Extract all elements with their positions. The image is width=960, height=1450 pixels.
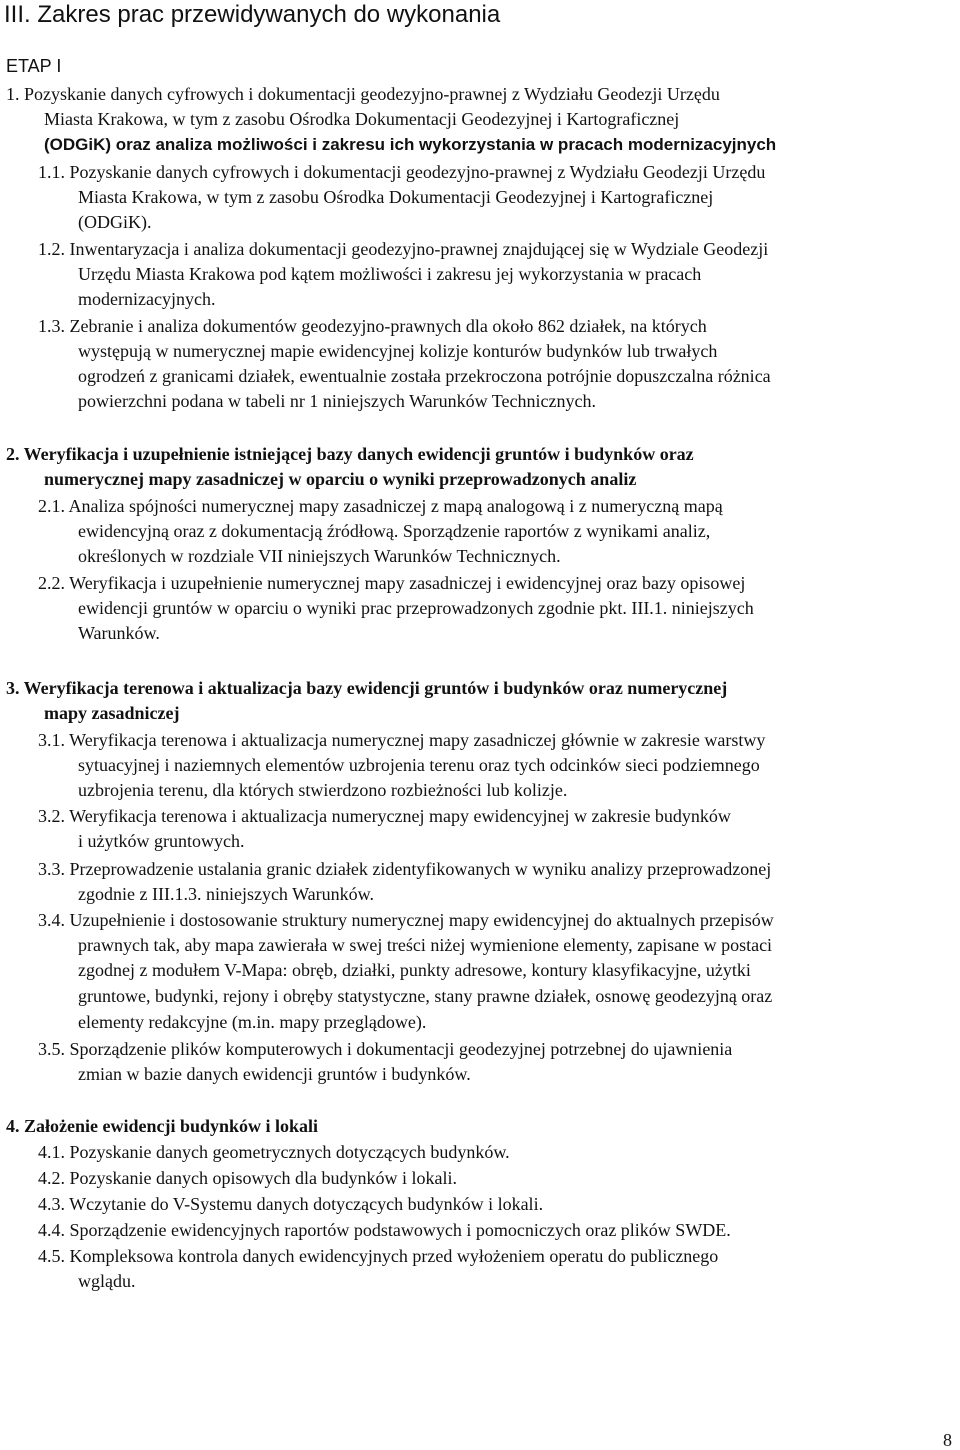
item-1-2-line-2: Urzędu Miasta Krakowa pod kątem możliwości i zakresu jej wykorzystania w pracach	[78, 264, 702, 284]
item-2-1-line-1: 2.1. Analiza spójności numerycznej mapy zasadniczej z mapą analogową i z numeryczną mapą	[38, 496, 723, 516]
item-3-4-line-5: elementy redakcyjne (m.in. mapy przeglądowe).	[78, 1012, 427, 1032]
item-3-1-line-2: sytuacyjnej i naziemnych elementów uzbrojenia terenu oraz tych odcinków sieci podziemnego	[78, 755, 760, 775]
item-1-3-line-1: 1.3. Zebranie i analiza dokumentów geodezyjno-prawnych dla około 862 działek, na których	[38, 316, 707, 336]
item-2-2-line-1: 2.2. Weryfikacja i uzupełnienie numerycznej mapy zasadniczej i ewidencyjnej oraz bazy opisowej	[38, 573, 746, 593]
heading-1-line-1: 1. Pozyskanie danych cyfrowych i dokumentacji geodezyjno-prawnej z Wydziału Geodezji Urzędu	[6, 84, 720, 104]
item-1-3-line-2: występują w numerycznej mapie ewidencyjnej kolizje konturów budynków lub trwałych	[78, 341, 718, 361]
item-3-4-line-3: zgodnej z modułem V-Mapa: obręb, działki, punkty adresowe, kontury klasyfikacyjne, użytki	[78, 960, 751, 980]
item-1-2-line-1: 1.2. Inwentaryzacja i analiza dokumentacji geodezyjno-prawnej znajdującej się w Wydziale Geodezji	[38, 239, 769, 259]
item-3-4-line-2: prawnych tak, aby mapa zawierała w swej treści niżej wymienione elementy, zapisane w postaci	[78, 935, 773, 955]
page-number: 8	[943, 1430, 952, 1450]
item-3-4-line-1: 3.4. Uzupełnienie i dostosowanie struktury numerycznej mapy ewidencyjnej do aktualnych przepisów	[38, 910, 774, 930]
heading-2-line-1: 2. Weryfikacja i uzupełnienie istniejącej bazy danych ewidencji gruntów i budynków oraz	[6, 444, 694, 464]
heading-1-line-3: (ODGiK) oraz analiza możliwości i zakresu ich wykorzystania w pracach modernizacyjnych	[44, 135, 777, 154]
heading-4: 4. Założenie ewidencji budynków i lokali	[6, 1116, 319, 1136]
heading-3-line-2: mapy zasadniczej	[44, 703, 180, 723]
item-1-1-line-2: Miasta Krakowa, w tym z zasobu Ośrodka Dokumentacji Geodezyjnej i Kartograficznej	[78, 187, 714, 207]
item-3-1-line-1: 3.1. Weryfikacja terenowa i aktualizacja numerycznej mapy zasadniczej głównie w zakresie warstwy	[38, 730, 766, 750]
item-4-4: 4.4. Sporządzenie ewidencyjnych raportów podstawowych i pomocniczych oraz plików SWDE.	[38, 1220, 731, 1240]
heading-1-line-2: Miasta Krakowa, w tym z zasobu Ośrodka Dokumentacji Geodezyjnej i Kartograficznej	[44, 109, 680, 129]
item-3-3-line-2: zgodnie z III.1.3. niniejszych Warunków.	[78, 884, 374, 904]
item-1-1-line-3: (ODGiK).	[78, 212, 152, 232]
item-3-5-line-1: 3.5. Sporządzenie plików komputerowych i dokumentacji geodezyjnej potrzebnej do ujawnienia	[38, 1039, 733, 1059]
item-2-2-line-3: Warunków.	[78, 623, 160, 643]
item-1-3-line-3: ogrodzeń z granicami działek, ewentualnie została przekroczona potrójnie dopuszczalna różnica	[78, 366, 771, 386]
item-4-1: 4.1. Pozyskanie danych geometrycznych dotyczących budynków.	[38, 1142, 510, 1162]
item-4-5-line-1: 4.5. Kompleksowa kontrola danych ewidencyjnych przed wyłożeniem operatu do publicznego	[38, 1246, 719, 1266]
item-4-2: 4.2. Pozyskanie danych opisowych dla budynków i lokali.	[38, 1168, 457, 1188]
item-3-3-line-1: 3.3. Przeprowadzenie ustalania granic działek zidentyfikowanych w wyniku analizy przeprowadzonej	[38, 859, 772, 879]
item-4-3: 4.3. Wczytanie do V-Systemu danych dotyczących budynków i lokali.	[38, 1194, 544, 1214]
item-1-3-line-4: powierzchni podana w tabeli nr 1 niniejszych Warunków Technicznych.	[78, 391, 596, 411]
item-1-1-line-1: 1.1. Pozyskanie danych cyfrowych i dokumentacji geodezyjno-prawnej z Wydziału Geodezji Urzędu	[38, 162, 766, 182]
item-2-1-line-2: ewidencyjną oraz z dokumentacją źródłową. Sporządzenie raportów z wynikami analiz,	[78, 521, 711, 541]
item-3-2-line-1: 3.2. Weryfikacja terenowa i aktualizacja numerycznej mapy ewidencyjnej w zakresie budynków	[38, 806, 731, 826]
section-title: III. Zakres prac przewidywanych do wykonania	[4, 1, 501, 28]
item-4-5-line-2: wglądu.	[78, 1271, 136, 1291]
item-1-2-line-3: modernizacyjnych.	[78, 289, 216, 309]
stage-label: ETAP I	[6, 56, 62, 76]
item-3-1-line-3: uzbrojenia terenu, dla których stwierdzono rozbieżności lub kolizje.	[78, 780, 568, 800]
item-2-1-line-3: określonych w rozdziale VII niniejszych Warunków Technicznych.	[78, 546, 561, 566]
item-2-2-line-2: ewidencji gruntów w oparciu o wyniki prac przeprowadzonych zgodnie pkt. III.1. niniejszych	[78, 598, 754, 618]
item-3-5-line-2: zmian w bazie danych ewidencji gruntów i budynków.	[78, 1064, 471, 1084]
item-3-2-line-2: i użytków gruntowych.	[78, 831, 245, 851]
item-3-4-line-4: gruntowe, budynki, rejony i obręby statystyczne, stany prawne działek, osnowę geodezyjną oraz	[78, 986, 773, 1006]
heading-3-line-1: 3. Weryfikacja terenowa i aktualizacja bazy ewidencji gruntów i budynków oraz numerycznej	[6, 678, 728, 698]
heading-2-line-2: numerycznej mapy zasadniczej w oparciu o wyniki przeprowadzonych analiz	[44, 469, 637, 489]
